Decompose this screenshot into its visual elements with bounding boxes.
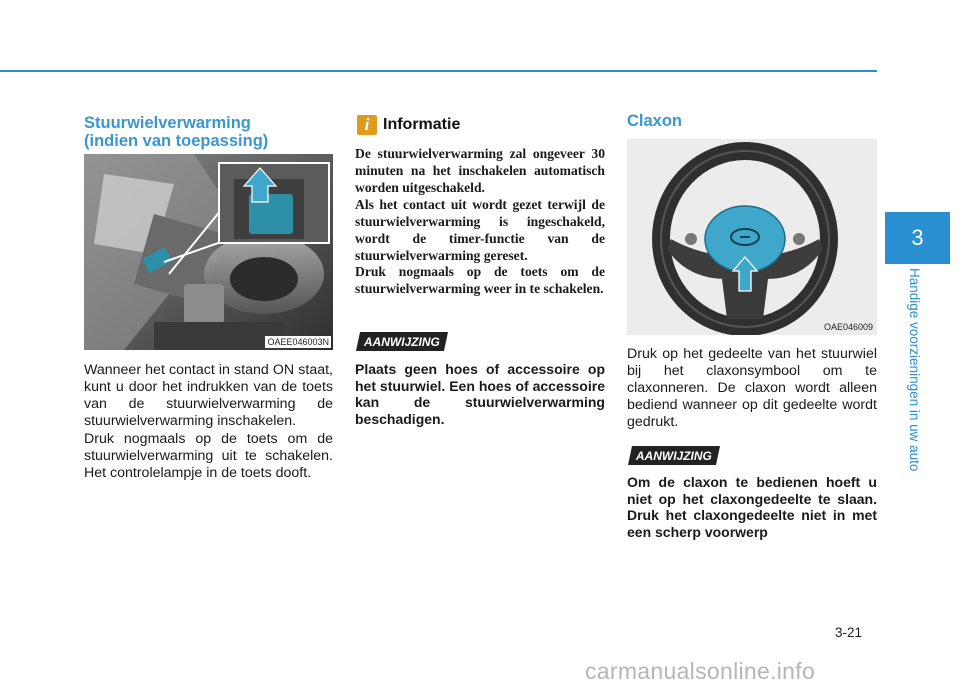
watermark: carmanualsonline.info [585,658,816,684]
horn-photo [627,139,877,335]
image-code: OAE046009 [823,322,873,332]
info-title: Informatie [383,116,461,133]
warning-label: AANWIJZING [636,448,712,463]
steering-heating-photo [84,154,333,350]
warning-badge-right [628,446,720,465]
info-para-2: Als het contact uit wordt gezet terwijl de stuurwielverwarming is ingeschakeld, wordt de timer-functie van de stuurwielverwarming gereset. [355,197,605,263]
heading-line-1: Stuurwielverwarming [84,114,251,132]
horn-para-1: Druk op het gedeelte van het stuurwiel bij het claxonsymbool om te claxonneren. De claxon wordt alleen bediend wanneer op dit gedeelte wordt gedrukt. [627,346,877,430]
section-heading-steering-heating [84,114,268,150]
heading-line-2: (indien van toepassing) [84,132,269,150]
page-number: 3-21 [835,625,863,640]
warning-badge-middle [356,332,448,351]
steering-heating-para-1: Wanneer het contact in stand ON staat, kunt u door het indrukken van de toets van de stuurwielverwarming de stuurwielverwarming inschakelen. [84,362,333,429]
steering-heating-para-2: Druk nogmaals op de toets om de stuurwielverwarming uit te schakelen. Het controlelampje in de toets dooft. [84,431,333,481]
chapter-title: Handige voorzieningen in uw auto [907,268,922,472]
warning-label: AANWIJZING [364,334,440,349]
section-heading-horn: Claxon [627,112,683,130]
warning-text-middle: Plaats geen hoes of accessoire op het stuurwiel. Een hoes of accessoire kan de stuurwielverwarming beschadigen. [355,361,605,427]
image-code: OAEE046003N [267,337,329,347]
info-para-1: De stuurwielverwarming zal ongeveer 30 minuten na het inschakelen automatisch worden uitgeschakeld. [355,146,605,195]
info-para-3: Druk nogmaals op de toets om de stuurwielverwarming weer in te schakelen. [355,264,605,296]
steering-wheel-illustration [627,139,877,335]
warning-text-right: Om de claxon te bedienen hoeft u niet op het claxongedeelte te slaan. Druk het claxongedeelte niet in met een scherp voorwerp [627,474,877,540]
chapter-number: 3 [911,225,924,250]
chapter-tab [885,212,950,264]
header-rule [0,70,877,72]
console-illustration [84,154,333,350]
info-icon: i [357,115,377,135]
